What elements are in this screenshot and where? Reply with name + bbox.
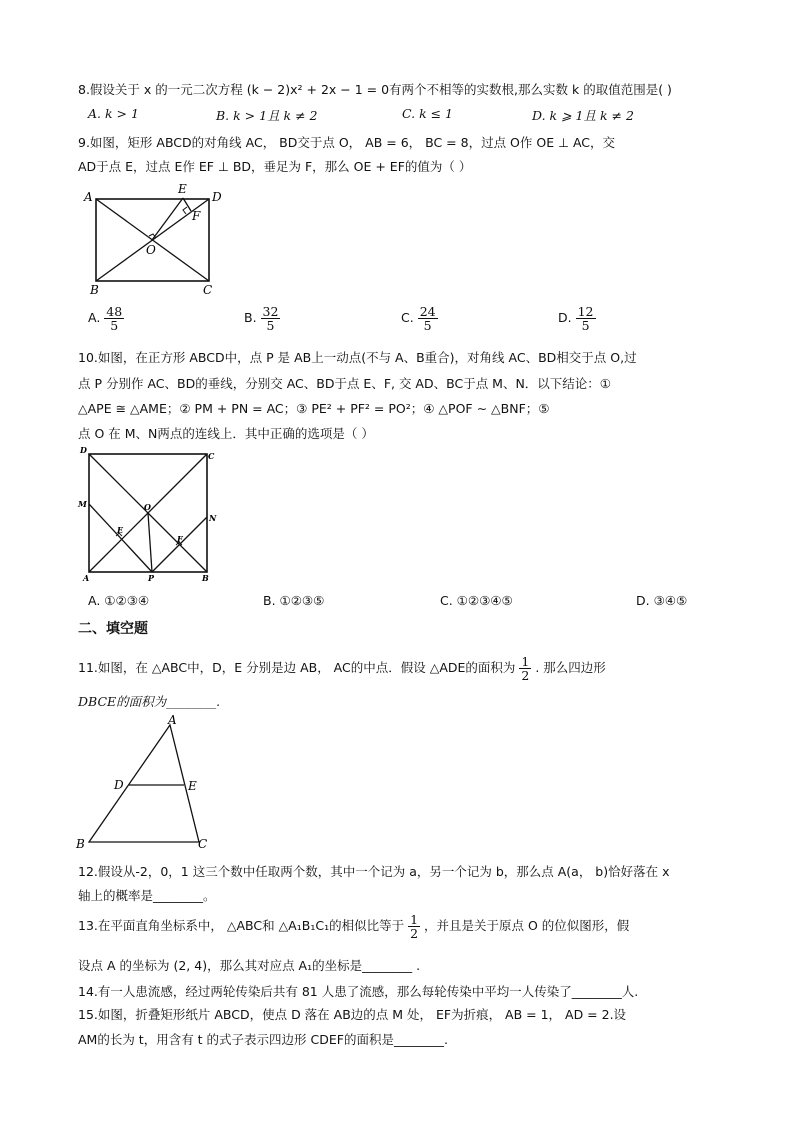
q12-stem-line1: 12.假设从-2，0，1 这三个数中任取两个数，其中一个记为 a，另一个记为 b，那么点 A(a， b)恰好落在 x [78, 864, 670, 879]
triangle-abc [89, 725, 199, 842]
label-a: A [83, 573, 90, 583]
label-f: F [192, 209, 201, 223]
q10-option-a: A. ①②③④ [88, 593, 150, 608]
q9-option-c-letter: C. [401, 310, 414, 326]
q9-option-c [401, 305, 438, 332]
segment-op [148, 513, 152, 572]
label-b: B [76, 837, 85, 851]
q9-rectangle-figure [80, 180, 230, 300]
label-o: O [144, 502, 151, 512]
label-e: E [178, 182, 187, 196]
label-d: D [212, 190, 222, 204]
label-d: D [114, 778, 124, 792]
q9-option-b-den: 5 [266, 318, 275, 334]
q13-text-b: ，并且是关于原点 O 的位似图形，假 [424, 918, 630, 934]
q11-stem-line2: DBCE的面积为________. [78, 694, 221, 709]
q8-option-c: C. k ≤ 1 [402, 106, 454, 121]
q10-stem-line2: 点 P 分别作 AC、BD的垂线，分别交 AC、BD于点 E、F, 交 AD、BC于点 M、N．以下结论：① [78, 376, 612, 391]
q11-triangle-figure [72, 712, 222, 852]
q10-option-b: B. ①②③⑤ [263, 593, 325, 608]
right-angle-f [183, 207, 187, 214]
q9-option-b-num: 32 [262, 304, 279, 319]
q11-text-a: 11.如图，在 △ABC中，D，E 分别是边 AB， AC的中点．假设 △ADE的面积为 [78, 660, 516, 676]
q9-option-a-letter: A. [88, 310, 101, 326]
segment-oe [152, 198, 183, 240]
q9-option-a [88, 305, 124, 332]
label-a: A [168, 713, 177, 727]
section-title: 二、填空题 [78, 621, 148, 637]
label-c: C [203, 283, 213, 297]
q13-text-a: 13.在平面直角坐标系中， △ABC和 △A₁B₁C₁的相似比等于 [78, 918, 405, 934]
q9-option-d [558, 305, 596, 332]
q10-stem-line3: △APE ≅ △AME；② PM + PN = AC；③ PE² + PF² = PO²；④ △POF ∼ △BNF；⑤ [78, 401, 550, 416]
q9-option-a-den: 5 [110, 318, 119, 334]
label-e: E [117, 525, 124, 535]
q10-stem-line4: 点 O 在 M、N两点的连线上．其中正确的选项是（ ） [78, 426, 374, 441]
q8-option-a: A. k > 1 [88, 106, 139, 121]
label-c: C [208, 451, 215, 461]
q10-option-c: C. ①②③④⑤ [440, 593, 513, 608]
q9-option-d-den: 5 [581, 318, 590, 334]
label-a: A [84, 190, 93, 204]
q8-stem: 8.假设关于 x 的一元二次方程 (k − 2)x² + 2x − 1 = 0有两个不相等的实数根,那么实数 k 的取值范围是( ) [78, 82, 672, 97]
q9-stem-line2: AD于点 E，过点 E作 EF ⊥ BD，垂足为 F，那么 OE + EF的值为（ ） [78, 159, 472, 174]
label-b: B [202, 573, 209, 583]
q10-square-figure [76, 446, 222, 586]
q11-text-b: . 那么四边形 [535, 660, 606, 676]
label-n: N [209, 513, 217, 523]
q13-stem-line2: 设点 A 的坐标为 (2, 4)，那么其对应点 A₁的坐标是________ . [78, 958, 421, 973]
q11-frac-den: 2 [521, 668, 530, 684]
q15-stem-line2: AM的长为 t，用含有 t 的式子表示四边形 CDEF的面积是________. [78, 1032, 448, 1047]
label-c: C [198, 837, 208, 851]
q10-stem-line1: 10.如图，在正方形 ABCD中，点 P 是 AB上一动点(不与 A、B重合)，对角线 AC、BD相交于点 O,过 [78, 350, 637, 365]
q9-option-c-den: 5 [423, 318, 432, 334]
q11-frac-num: 1 [521, 654, 530, 669]
q12-stem-line2: 轴上的概率是________。 [78, 888, 216, 903]
q9-option-d-num: 12 [577, 304, 594, 319]
q13-stem-line1 [78, 913, 629, 940]
label-m: M [78, 499, 87, 509]
q9-option-b-letter: B. [244, 310, 257, 326]
q9-option-b [244, 305, 280, 332]
q15-stem-line1: 15.如图，折叠矩形纸片 ABCD，使点 D 落在 AB边的点 M 处， EF为折痕， AB = 1， AD = 2.设 [78, 1007, 627, 1022]
q9-option-a-num: 48 [106, 304, 123, 319]
q8-option-b: B. k > 1且 k ≠ 2 [216, 108, 318, 123]
q9-option-d-letter: D. [558, 310, 572, 326]
q11-stem-line1 [78, 655, 606, 682]
q13-frac-den: 2 [410, 926, 419, 942]
label-b: B [90, 283, 99, 297]
label-d: D [80, 446, 87, 455]
label-f: F [177, 534, 183, 544]
label-e: E [188, 779, 197, 793]
q13-frac-num: 1 [410, 912, 419, 927]
q9-stem-line1: 9.如图，矩形 ABCD的对角线 AC， BD交于点 O， AB = 6， BC = 8，过点 O作 OE ⊥ AC，交 [78, 135, 616, 150]
q10-option-d: D. ③④⑤ [636, 593, 688, 608]
q9-option-c-num: 24 [419, 304, 436, 319]
label-p: P [148, 573, 155, 583]
right-angle-o [149, 234, 156, 238]
q8-option-d: D. k ⩾ 1且 k ≠ 2 [532, 108, 634, 123]
label-o: O [146, 243, 156, 257]
q14-stem: 14.有一人患流感，经过两轮传染后共有 81 人患了流感，那么每轮传染中平均一人传染了________人. [78, 984, 639, 999]
